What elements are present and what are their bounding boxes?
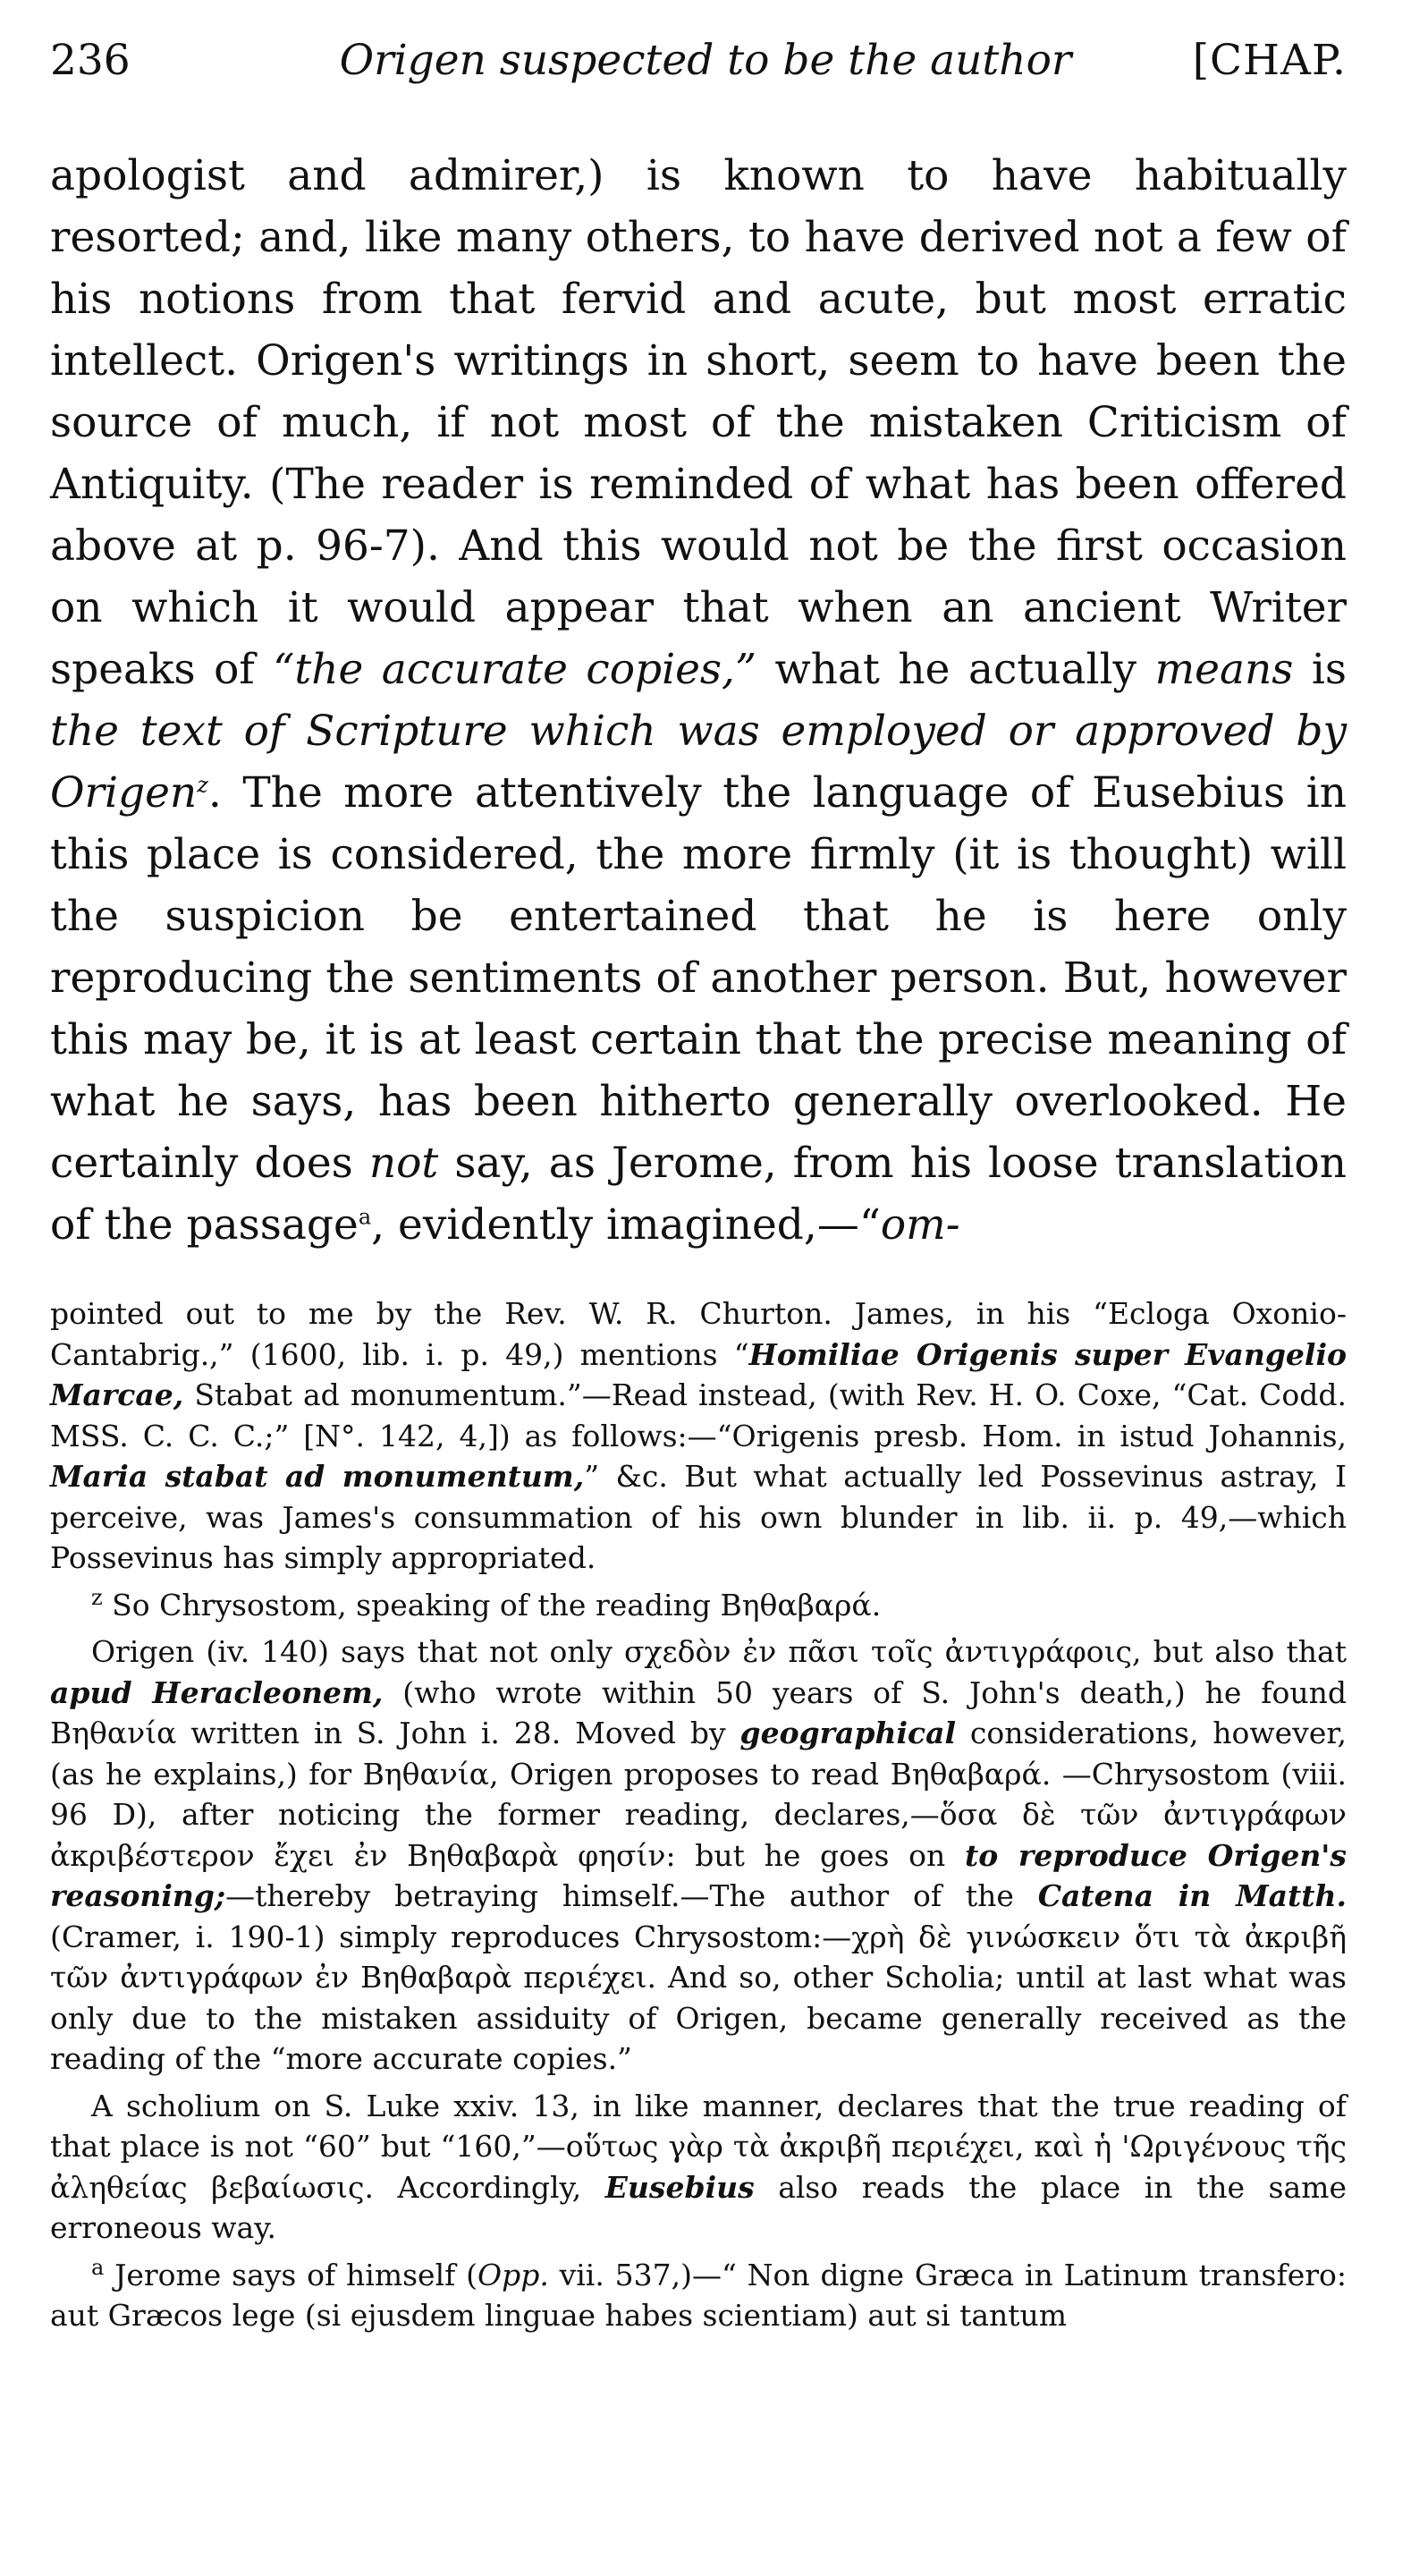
- text-run: . The more attentively the language of Eusebius in this place is considered, the more firmly (it is thought) will the suspicion be entertained that he is here only reproducing the sentiments of another person. But, however this may be, it is at least certain that the precise meaning of what he says, has been hitherto generally overlooked. He certainly does: [50, 768, 1347, 1188]
- body-paragraph: [50, 145, 1347, 1256]
- chapter-label: [CHAP.: [1192, 36, 1347, 85]
- text-run: considerations, however, (as he explains,) for Βηθανία, Origen proposes to read Βηθαβαρά. —Chrysostom (viii. 96 D), after noticing the former reading, declares,—ὅσα δὲ τῶν ἀντιγράφων ἀκριβέστερον ἔχει ἐν Βηθαβαρὰ φησίν: but he goes on: [50, 1716, 1347, 1873]
- main-text: [38, 145, 1373, 1256]
- footnote-marker: z: [91, 1584, 103, 1610]
- italic-run: to reproduce Origen's reasoning;: [50, 1837, 1347, 1913]
- text-run: is: [1293, 645, 1348, 694]
- running-title: Origen suspected to be the author: [339, 36, 1072, 85]
- text-run: Origen (iv. 140) says that not only σχεδὸν ἐν πᾶσι τοῖς ἀντιγράφοις, but also that: [91, 1634, 1347, 1669]
- text-run: ” &c. But what actually led Possevinus astray, I perceive, was James's consummation of his own blunder in lib. ii. p. 49,—which Possevinus has simply appropriated.: [50, 1459, 1347, 1575]
- italic-run: Catena in Matth.: [1037, 1878, 1347, 1913]
- text-run: also reads the place in the same erroneous way.: [50, 2169, 1347, 2245]
- text-run: vii. 537,)—“ Non digne Græca in Latinum transfero: aut Græcos lege (si ejusdem linguae habes scientiam) aut si tantum: [50, 2257, 1347, 2333]
- footnote-z: [50, 1585, 1347, 1626]
- italic-run: means: [1154, 645, 1294, 694]
- running-header: [38, 32, 1373, 95]
- text-run: say, as Jerome, from his loose translation of the passage: [50, 1139, 1347, 1250]
- italic-run: geographical: [739, 1716, 957, 1750]
- text-run: A scholium on S. Luke xxiv. 13, in like manner, declares that the true reading of that place is not “60” but “160,”—οὕτως γὰρ τὰ ἀκριβῆ περιέχει, καὶ ἡ 'Ωριγένους τῆς ἀληθείας βεβαίωσις. Accordingly,: [50, 2088, 1347, 2205]
- text-run: what he actually: [756, 645, 1155, 694]
- italic-run: Opp.: [477, 2257, 549, 2292]
- text-run: (who wrote within 50 years of S. John's death,) he found Βηθανία written in S. John i. 28. Moved by: [50, 1674, 1347, 1750]
- italic-run: the text of Scripture which was employed or approved by Origen: [50, 707, 1347, 818]
- text-run: —thereby betraying himself.—The author of the: [225, 1878, 1038, 1913]
- text-run: pointed out to me by the Rev. W. R. Churton. James, in his “Ecloga Oxonio-Cantabrig.,” (1600, lib. i. p. 49,) mentions “: [50, 1296, 1347, 1372]
- text-run: (Cramer, i. 190-1) simply reproduces Chrysostom:—χρὴ δὲ γινώσκειν ὅτι τὰ ἀκριβῆ τῶν ἀντιγράφων ἐν Βηθαβαρὰ περιέχει. And so, other Scholia; until at last what was only due to the mistaken assiduity of Origen, became generally received as the reading of the “more accurate copies.”: [50, 1919, 1347, 2076]
- footnotes: [38, 1293, 1373, 2336]
- footnote-continuation: [50, 1293, 1347, 1579]
- footnote-z-continued: [50, 1631, 1347, 2080]
- italic-run: om-: [880, 1200, 960, 1250]
- italic-run: “the accurate copies,”: [273, 645, 757, 694]
- italic-run: Homiliae Origenis super Evangelio Marcae,: [50, 1336, 1347, 1412]
- italic-run: apud Heracleonem,: [50, 1674, 384, 1710]
- page-number: 236: [50, 36, 131, 85]
- italic-run: Eusebius: [604, 2169, 755, 2205]
- footnote-a: [50, 2255, 1347, 2336]
- text-run: Stabat ad monumentum.”—Read instead, (with Rev. H. O. Coxe, “Cat. Codd. MSS. C. C. C.;” [N°. 142, 4,]) as follows:—“Origenis presb. Hom. in istud Johannis,: [50, 1377, 1347, 1453]
- text-run: apologist and admirer,) is known to have habitually resorted; and, like many others, to have derived not a few of his notions from that fervid and acute, but most erratic intellect. Origen's writings in short, seem to have been the source of much, if not most of the mistaken Criticism of Antiquity. (The reader is reminded of what has been offered above at p. 96-7). And this would not be the first occasion on which it would appear that when an ancient Writer speaks of: [50, 151, 1347, 694]
- footnote-ref[interactable]: a: [358, 1204, 372, 1230]
- footnote-scholium: [50, 2086, 1347, 2249]
- text-run: , evidently imagined,—“: [371, 1200, 881, 1250]
- footnote-ref[interactable]: z: [197, 772, 208, 798]
- text-run: So Chrysostom, speaking of the reading Βηθαβαρά.: [102, 1587, 882, 1623]
- footnote-marker: a: [91, 2254, 105, 2280]
- text-run: Jerome says of himself (: [104, 2257, 478, 2292]
- italic-run: not: [368, 1139, 439, 1188]
- italic-run: Maria stabat ad monumentum,: [50, 1459, 585, 1494]
